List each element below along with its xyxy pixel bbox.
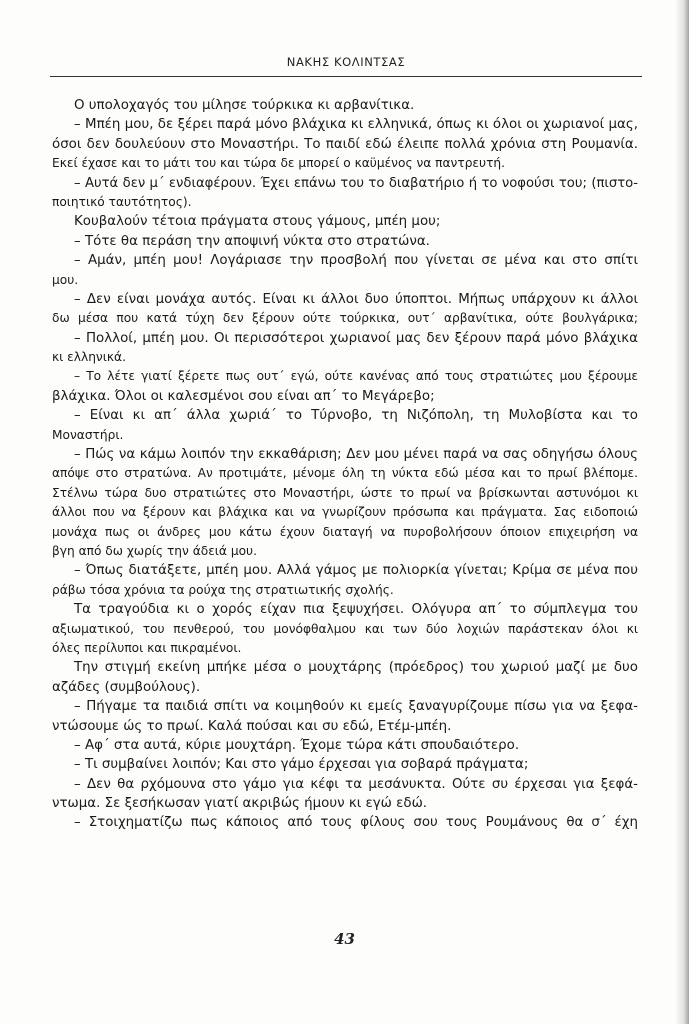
text-line: Την στιγμή εκείνη μπήκε μέσα ο μουχτάρης (πρόεδρος) του χωριού μαζί με δυο (74, 660, 638, 676)
text-line: ντωμα. Σε ξεσήκωσαν γιατί ακριβώς ήμουν κι εγώ εδώ. (52, 796, 428, 812)
text-line: – Το λέτε γιατί ξέρετε πως ουτ΄ εγώ, ούτε κανένας από τους στρατιώτες μου ξέρουμε (74, 369, 638, 384)
text-line: – Δεν είναι μονάχα αυτός. Είναι κι άλλοι δυο ύποπτοι. Μήπως υπάρχουν κι άλλοι (74, 291, 638, 307)
text-line: δω μέσα που κατά τύχη δεν ξέρουν ούτε τούρκικα, ουτ΄ αρβανίτικα, ούτε βουλγάρικα; (52, 311, 638, 326)
text-line: Μοναστήρι. (52, 427, 124, 442)
text-line: αζάδες (συμβούλους). (52, 679, 201, 695)
text-line: βλάχικα. Όλοι οι καλεσμένοι σου είναι απ΄ το Μεγάρεβο; (52, 388, 435, 404)
text-line: – Όπως διατάξετε, μπέη μου. Αλλά γάμος με πολιορκία γίνεται; Κρίμα σε μένα που (74, 563, 638, 579)
text-line: – Πώς να κάμω λοιπόν την εκκαθάριση; Δεν μου μένει παρά να σας οδηγήσω όλους (74, 447, 638, 463)
text-line: – Αυτά δεν μ΄ ενδιαφέρουν. Έχει επάνω του το διαβατήριο ή το νοφούσι του; (πιστο- (74, 175, 638, 191)
running-head-title: ΝΑΚΗΣ ΚΟΛΙΝΤΣΑΣ (286, 55, 406, 69)
text-line: μου. (52, 272, 79, 287)
text-line: Τα τραγούδια κι ο χορός είχαν πια ξεψυχήσει. Ολόγυρα απ΄ το σύμπλεγμα του (74, 602, 638, 618)
text-line: απόψε στο στρατώνα. Αν προτιμάτε, μένομε όλη τη νύκτα εδώ μέσα και το πρωί βλέπομε. (52, 466, 638, 481)
text-line: όλες περίλυποι και πικραμένοι. (52, 640, 242, 655)
text-line: ποιητικό ταυτότητος). (52, 194, 192, 209)
text-line: – Τότε θα περάση την αποψινή νύκτα στο στρατώνα. (74, 233, 430, 249)
text-line: άλλοι που να ξέρουν και βλάχικα και να γνωρίζουν πρόσωπα και πράγματα. Σας ειδοποιώ (52, 505, 638, 520)
text-line: – Αφ΄ στα αυτά, κύριε μουχτάρη. Έχομε τώρα κάτι σπουδαιότερο. (74, 737, 520, 753)
text-line: Εκεί έχασε και το μάτι του και τώρα δε μπορεί ο καϋμένος να παντρευτή. (52, 156, 506, 171)
header-rule (50, 76, 642, 77)
text-line: – Είναι κι απ΄ άλλα χωριά΄ το Τύρνοβο, τη Νιζόπολη, τη Μυλοβίστα και το (74, 408, 638, 424)
text-line: όσοι δεν δουλεύουν στο Μοναστήρι. Το παιδί εδώ έλειπε πολλά χρόνια στη Ρουμανία. (52, 136, 638, 152)
text-line: ντώσουμε ώς το πρωί. Καλά πούσαι και συ εδώ, Ετέμ-μπέη. (52, 718, 452, 734)
body-text (52, 96, 638, 833)
page-number: 43 (334, 930, 355, 948)
text-line: κι ελληνικά. (52, 350, 126, 365)
text-line: μονάχα πως οι άνδρες μου κάτω έχουν διαταγή να πυροβολήσουν όποιον επιχειρήση να (52, 524, 638, 539)
text-line: – Τι συμβαίνει λοιπόν; Και στο γάμο έρχεσαι για σοβαρά πράγματα; (74, 757, 529, 773)
text-line: βγη από δω χωρίς την άδειά μου. (52, 543, 257, 558)
page-edge-shadow (675, 0, 689, 1024)
text-line: – Στοιχηματίζω πως κάποιος από τους φίλους σου τους Ρουμάνους θα σ΄ έχη (74, 815, 638, 831)
text-line: – Πολλοί, μπέη μου. Οι περισσότεροι χωριανοί μας δεν ξέρουν παρά μόνο βλάχικα (74, 330, 638, 346)
text-line: Ο υπολοχαγός του μίλησε τούρκικα κι αρβανίτικα. (74, 98, 415, 113)
text-line: – Πήγαμε τα παιδιά σπίτι να κοιμηθούν κι εμείς ξαναγυρίζουμε πίσω για να ξεφα- (74, 699, 638, 715)
text-line: – Αμάν, μπέη μου! Λογάριασε την προσβολή που γίνεται σε μένα και στο σπίτι (74, 253, 638, 269)
text-line: Κουβαλούν τέτοια πράγματα στους γάμους, μπέη μου; (74, 214, 441, 230)
text-line: – Μπέη μου, δε ξέρει παρά μόνο βλάχικα κι ελληνικά, όπως κι όλοι οι χωριανοί μας, (74, 117, 638, 133)
text-line: – Δεν θα ρχόμουνα στο γάμο για κέφι τα μεσάνυκτα. Ούτε συ έρχεσαι για ξεφά- (74, 776, 638, 792)
text-line: ράβω τόσα χρόνια τα ρούχα της στρατιωτικής σχολής. (52, 582, 394, 597)
text-line: αξιωματικού, του πενθερού, του μονόφθαλμου και των δύο λοχιών παράστεκαν όλοι κι (52, 621, 638, 636)
text-line: Στέλνω τώρα δυο στρατιώτες στο Μοναστήρι, ώστε το πρωί να βρίσκωνται αστυνόμοι κι (52, 485, 638, 500)
